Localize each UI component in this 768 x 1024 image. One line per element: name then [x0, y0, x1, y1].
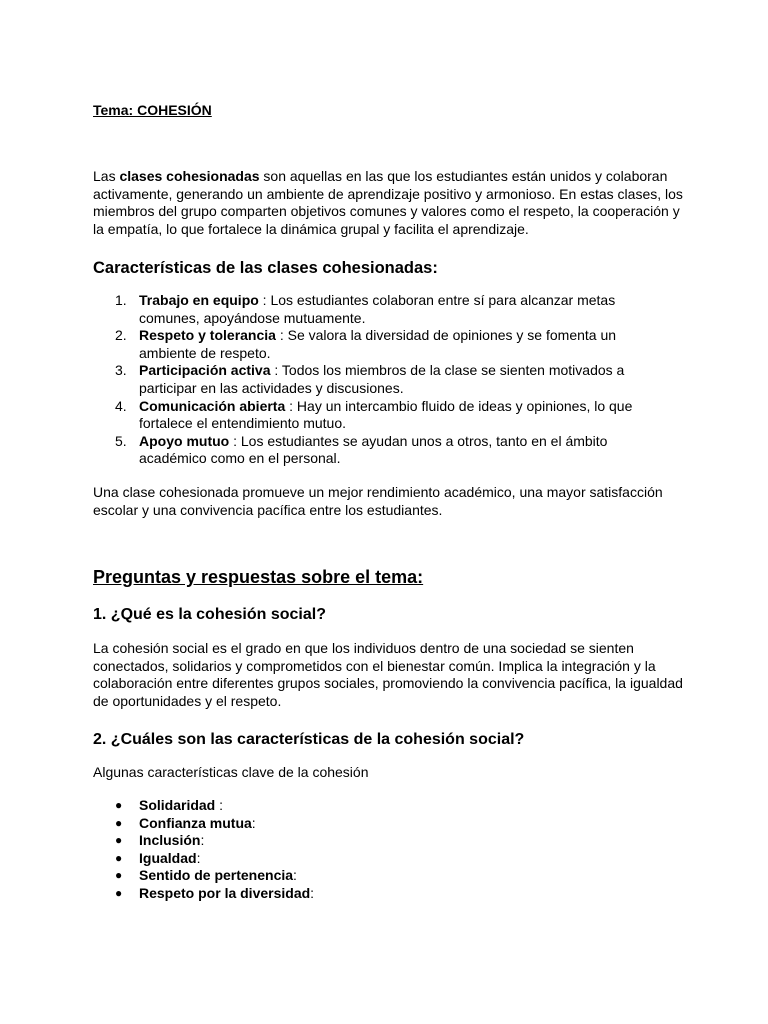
- item-term: Respeto por la diversidad: [139, 884, 311, 901]
- key-characteristics-list: [93, 797, 314, 903]
- item-suffix: :: [310, 884, 315, 901]
- intro-paragraph: [93, 168, 683, 238]
- list-item: [93, 850, 314, 868]
- list-item: [93, 292, 653, 327]
- characteristics-list: [93, 292, 653, 468]
- qa-heading: Preguntas y respuestas sobre el tema:: [93, 567, 424, 587]
- answer-2-intro: Algunas características clave de la cohesión: [93, 764, 369, 780]
- item-term: Inclusión: [139, 832, 201, 849]
- item-description: : Hay un intercambio fluido de ideas y opiniones, lo que fortalece el entendimiento mutuo.: [139, 397, 633, 432]
- list-item: [93, 867, 314, 885]
- list-item: [93, 398, 653, 433]
- item-description: : Los estudiantes se ayudan unos a otros, tanto en el ámbito académico como en el personal.: [139, 432, 608, 467]
- item-number: 5.: [115, 432, 127, 449]
- bullet-icon: ●: [115, 815, 123, 830]
- summary-paragraph: Una clase cohesionada promueve un mejor rendimiento académico, una mayor satisfacción escolar y una convivencia pacífica entre los estudiantes.: [93, 484, 663, 518]
- document-page: [93, 0, 683, 1024]
- item-term: Participación activa: [139, 362, 271, 379]
- item-term: Solidaridad: [139, 797, 216, 813]
- list-item: [93, 885, 314, 903]
- intro-text-after: son aquellas en las que los estudiantes están unidos y colaboran activamente, generando un ambiente de aprendizaje positivo y armonioso. En estas clases, los miembros del grupo comparten objetivos comunes y valores como el respeto, la cooperación y la empatía, lo que fortalece la dinámica grupal y facilita el aprendizaje.: [93, 168, 683, 237]
- list-item: [93, 362, 653, 397]
- item-suffix: :: [215, 797, 224, 813]
- item-term: Sentido de pertenencia: [139, 867, 294, 884]
- document-title: Tema: COHESIÓN: [93, 102, 212, 118]
- item-number: 2.: [115, 327, 127, 344]
- bullet-icon: ●: [115, 850, 123, 865]
- item-number: 1.: [115, 292, 127, 308]
- item-suffix: :: [196, 849, 201, 866]
- bullet-icon: ●: [115, 833, 123, 848]
- intro-text-before: Las: [93, 168, 120, 184]
- characteristics-heading: Características de las clases cohesionadas:: [93, 259, 438, 277]
- item-term: Trabajo en equipo: [139, 292, 259, 308]
- item-suffix: :: [293, 867, 297, 884]
- question-1-heading: 1. ¿Qué es la cohesión social?: [93, 606, 326, 623]
- list-item: [93, 327, 653, 362]
- bullet-icon: ●: [115, 885, 123, 900]
- bullet-icon: ●: [115, 798, 123, 812]
- list-item: [93, 832, 314, 850]
- bullet-icon: ●: [115, 868, 123, 883]
- item-term: Comunicación abierta: [139, 397, 286, 414]
- item-description: : Todos los miembros de la clase se sienten motivados a participar en las actividades y discusiones.: [139, 362, 625, 396]
- item-number: 4.: [115, 397, 127, 414]
- item-term: Igualdad: [139, 849, 197, 866]
- item-description: : Se valora la diversidad de opiniones y se fomenta un ambiente de respeto.: [139, 327, 617, 361]
- item-suffix: :: [200, 832, 205, 849]
- question-2-heading: 2. ¿Cuáles son las características de la cohesión social?: [93, 731, 525, 748]
- item-number: 3.: [115, 362, 127, 379]
- intro-bold-term: clases cohesionadas: [119, 168, 260, 184]
- item-term: Respeto y tolerancia: [139, 327, 276, 344]
- answer-1-paragraph: La cohesión social es el grado en que los individuos dentro de una sociedad se sienten conectados, solidarios y comprometidos con el bienestar común. Implica la integración y la colaboración entre diferentes grupos sociales, promoviendo la convivencia pacífica, la igualdad de oportunidades y el respeto.: [93, 640, 683, 709]
- list-item: [93, 433, 653, 468]
- item-description: : Los estudiantes colaboran entre sí para alcanzar metas comunes, apoyándose mutuamente.: [139, 292, 616, 326]
- item-suffix: :: [251, 814, 256, 831]
- item-term: Apoyo mutuo: [139, 432, 230, 449]
- item-term: Confianza mutua: [139, 814, 252, 831]
- list-item: [93, 797, 314, 815]
- list-item: [93, 815, 314, 833]
